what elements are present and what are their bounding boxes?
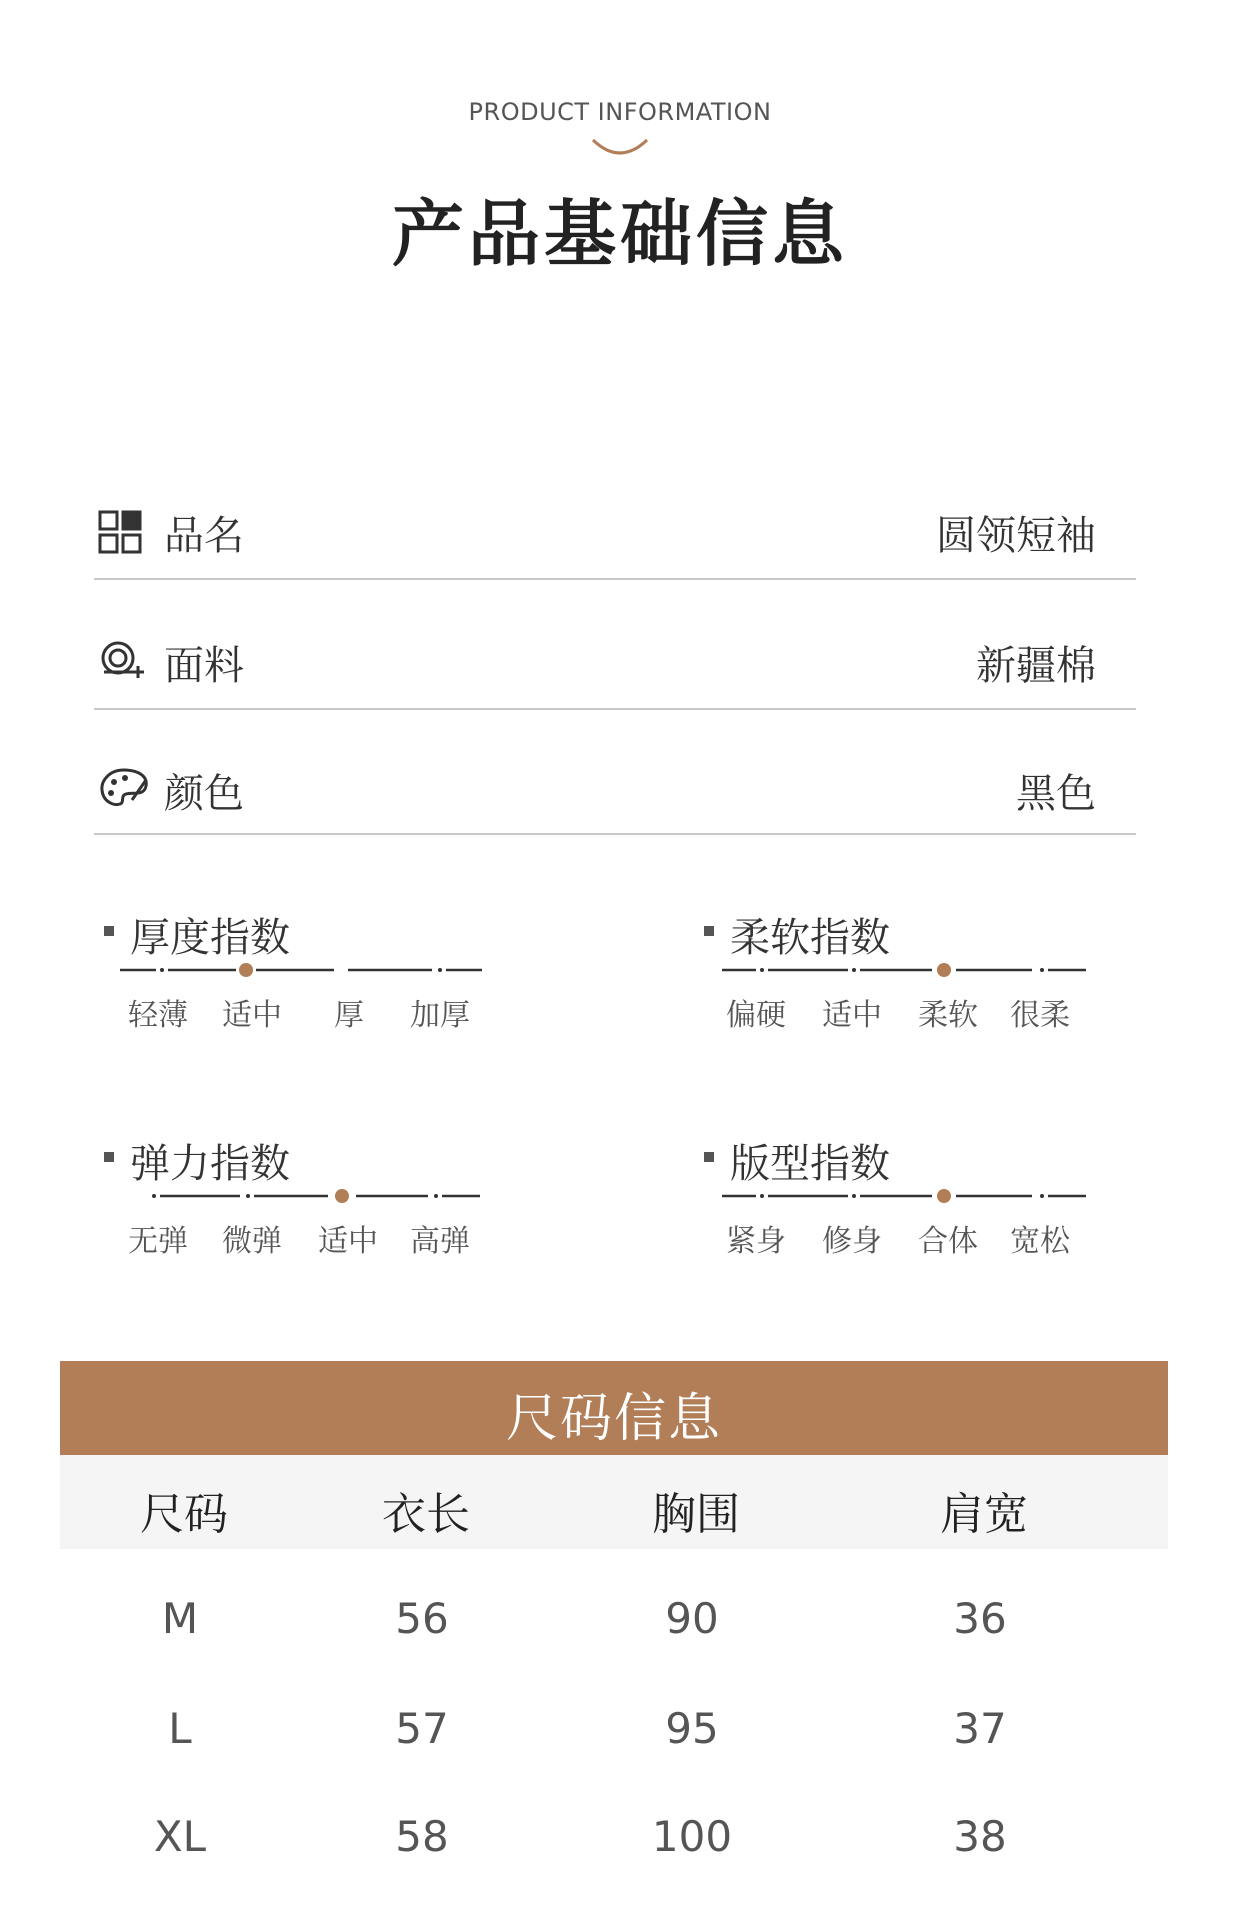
scale-option: 修身 [822,1224,882,1259]
table-header-cell: 胸围 [652,1489,740,1540]
scale-option: 适中 [222,998,282,1033]
scale-option: 厚 [334,998,364,1033]
table-header-cell: 衣长 [382,1489,470,1540]
english-heading: PRODUCT INFORMATION [468,98,772,126]
scale-option: 微弹 [222,1224,282,1259]
info-label: 颜色 [164,771,244,817]
info-value: 黑色 [1016,771,1096,817]
table-cell: M [161,1594,199,1643]
info-label: 面料 [164,643,244,689]
fit-scale [722,1186,1092,1206]
table-cell: XL [153,1812,207,1861]
page-title: 产品基础信息 [391,192,848,276]
scale-option: 适中 [822,998,882,1033]
row-divider [94,833,1136,835]
table-cell: 100 [651,1812,733,1861]
scale-option: 适中 [318,1224,378,1259]
selected-dot [937,1189,951,1203]
table-header-cell: 尺码 [140,1489,228,1540]
table-cell: 95 [665,1704,719,1753]
table-cell: 37 [953,1704,1007,1753]
scale-option: 轻薄 [128,998,188,1033]
scale-option: 加厚 [410,998,470,1033]
table-cell: 90 [665,1594,719,1643]
info-label: 品名 [164,513,244,559]
table-cell: 56 [395,1594,449,1643]
scale-option: 很柔 [1010,998,1070,1033]
index-title-fit: 版型指数 [730,1141,890,1187]
table-header-cell: 肩宽 [940,1489,1028,1540]
table-cell: 36 [953,1594,1007,1643]
scale-option: 偏硬 [726,998,786,1033]
palette-icon [98,766,150,810]
scale-option: 宽松 [1010,1224,1070,1259]
scale-option: 柔软 [918,998,978,1033]
scale-option: 无弹 [128,1224,188,1259]
elasticity-scale [148,1186,488,1206]
smile-ornament [589,136,651,160]
table-cell: 58 [395,1812,449,1861]
bullet-icon [704,1152,714,1162]
index-title-softness: 柔软指数 [730,915,890,961]
row-divider [94,578,1136,580]
selected-dot [335,1189,349,1203]
grid-icon [98,510,142,554]
bullet-icon [104,1152,114,1162]
softness-scale [722,960,1092,980]
table-cell: 38 [953,1812,1007,1861]
fabric-icon [98,638,148,682]
thickness-scale [120,960,490,980]
scale-option: 高弹 [410,1224,470,1259]
info-value: 新疆棉 [976,643,1096,689]
bullet-icon [104,926,114,936]
info-value: 圆领短袖 [936,513,1096,559]
scale-option: 合体 [918,1224,978,1259]
size-table-title: 尺码信息 [505,1389,722,1449]
index-title-elasticity: 弹力指数 [130,1141,290,1187]
scale-option: 紧身 [726,1224,786,1259]
table-cell: 57 [395,1704,449,1753]
index-title-thickness: 厚度指数 [130,915,290,961]
selected-dot [239,963,253,977]
bullet-icon [704,926,714,936]
table-cell: L [168,1704,192,1753]
selected-dot [937,963,951,977]
row-divider [94,708,1136,710]
